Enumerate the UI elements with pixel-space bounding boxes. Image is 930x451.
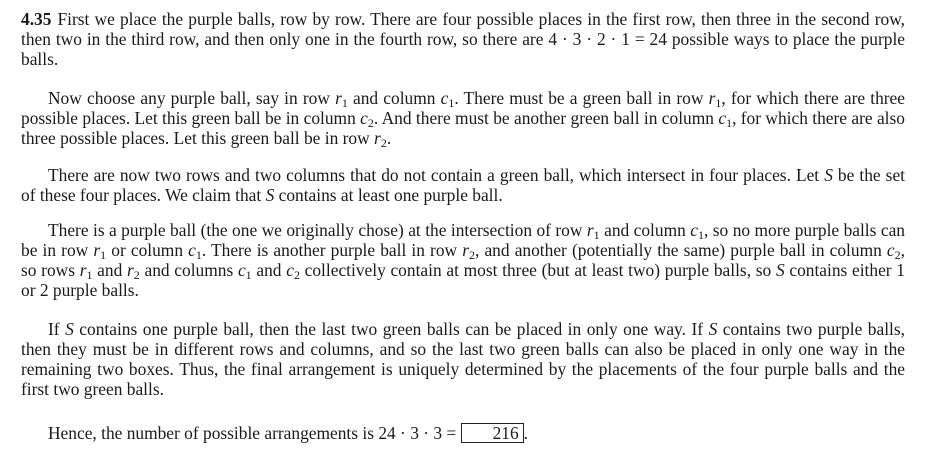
text-run: , so no more purple balls can be in row (21, 220, 905, 260)
math-variable: r (374, 128, 381, 148)
math-subscript: 1 (245, 268, 252, 282)
boxed-answer: 216 (461, 423, 524, 443)
text-run: First we place the purple balls, row by row. There are four possible places in the first row, then three in the second row, then two in the third row, and then only one in the fourth row, so there are 4 · 3 · 2 · 1 = 24 possible ways to place the purple balls. (21, 9, 905, 69)
math-variable: r (586, 220, 594, 240)
text-run: Now choose any purple ball, say in row (48, 88, 336, 108)
solution-paragraph-3 (21, 165, 905, 205)
math-variable: S (708, 319, 718, 339)
math-subscript: 2 (380, 136, 387, 150)
math-subscript: 2 (469, 248, 475, 262)
text-run: contains either 1 or 2 purple balls. (21, 260, 905, 300)
math-subscript: 1 (86, 268, 93, 282)
math-variable: c (360, 108, 368, 128)
math-subscript: 1 (593, 228, 600, 242)
math-variable: c (440, 88, 449, 108)
text-run: There is a purple ball (the one we originally chose) at the intersection of row (48, 220, 587, 240)
text-run: . There is another purple ball in row (201, 240, 463, 260)
text-run: Hence, the number of possible arrangements is 24 · 3 · 3 = (48, 423, 461, 443)
math-variable: r (79, 260, 87, 280)
solution-paragraph-5 (21, 319, 905, 399)
math-subscript: 1 (726, 116, 733, 130)
text-run: , for which there are also three possible places. Let this green ball be in row (21, 108, 905, 148)
text-run: , for which there are three possible places. Let this green ball be in column (21, 88, 905, 128)
math-variable: c (718, 108, 727, 128)
math-variable: c (286, 260, 294, 280)
math-variable: r (127, 260, 134, 280)
math-variable: r (335, 88, 342, 108)
math-variable: S (65, 319, 74, 339)
math-variable: r (462, 240, 469, 260)
math-subscript: 2 (133, 268, 140, 282)
math-variable: c (237, 260, 246, 280)
math-subscript: 1 (715, 96, 722, 110)
math-subscript: 1 (698, 228, 704, 242)
solution-paragraph-1 (21, 9, 905, 69)
text-run: contains two purple balls, then they must be in different rows and columns, and so the last two green balls can also be placed in only one way in the remaining two boxes. Thus, the final arrangement is uniquely determined by the placements of the four purple balls and the first two green balls. (21, 319, 905, 399)
math-variable: r (93, 240, 101, 260)
math-subscript: 1 (448, 96, 455, 110)
text-run: or column (106, 240, 189, 260)
text-run: and column (347, 88, 441, 108)
math-variable: S (265, 185, 275, 205)
text-run: , so rows (21, 240, 906, 280)
math-variable: c (886, 240, 895, 260)
text-run: . (523, 423, 529, 443)
text-run: and (251, 260, 287, 280)
text-run: contains one purple ball, then the last two green balls can be placed in only one way. If (73, 319, 709, 339)
text-run: collectively contain at most three (but at least two) purple balls, so (299, 260, 776, 280)
text-run: contains at least one purple ball. (274, 185, 503, 205)
math-subscript: 1 (195, 248, 202, 262)
text-run: . (386, 128, 392, 148)
text-run: . And there must be another green ball in column (373, 108, 719, 128)
math-variable: r (708, 88, 716, 108)
solution-paragraph-6 (21, 423, 905, 443)
math-variable: c (690, 220, 698, 240)
math-variable: c (188, 240, 196, 260)
math-subscript: 1 (100, 248, 107, 262)
math-variable: S (824, 165, 833, 185)
math-subscript: 1 (341, 96, 348, 110)
problem-number: 4.35 (21, 9, 52, 29)
math-subscript: 2 (367, 116, 374, 130)
text-run: and column (599, 220, 691, 240)
math-variable: S (775, 260, 785, 280)
text-run: be the set of these four places. We claim that (21, 165, 905, 205)
math-subscript: 2 (894, 248, 901, 262)
math-subscript: 2 (293, 268, 300, 282)
text-run: There are now two rows and two columns that do not contain a green ball, which intersect in four places. Let (48, 165, 825, 185)
text-run: , and another (potentially the same) purple ball in column (475, 240, 887, 260)
text-run: If (48, 319, 66, 339)
text-run: and columns (139, 260, 238, 280)
solution-paragraph-2 (21, 88, 905, 148)
solution-paragraph-4 (21, 220, 905, 300)
text-run: and (92, 260, 127, 280)
text-run: . There must be a green ball in row (454, 88, 709, 108)
